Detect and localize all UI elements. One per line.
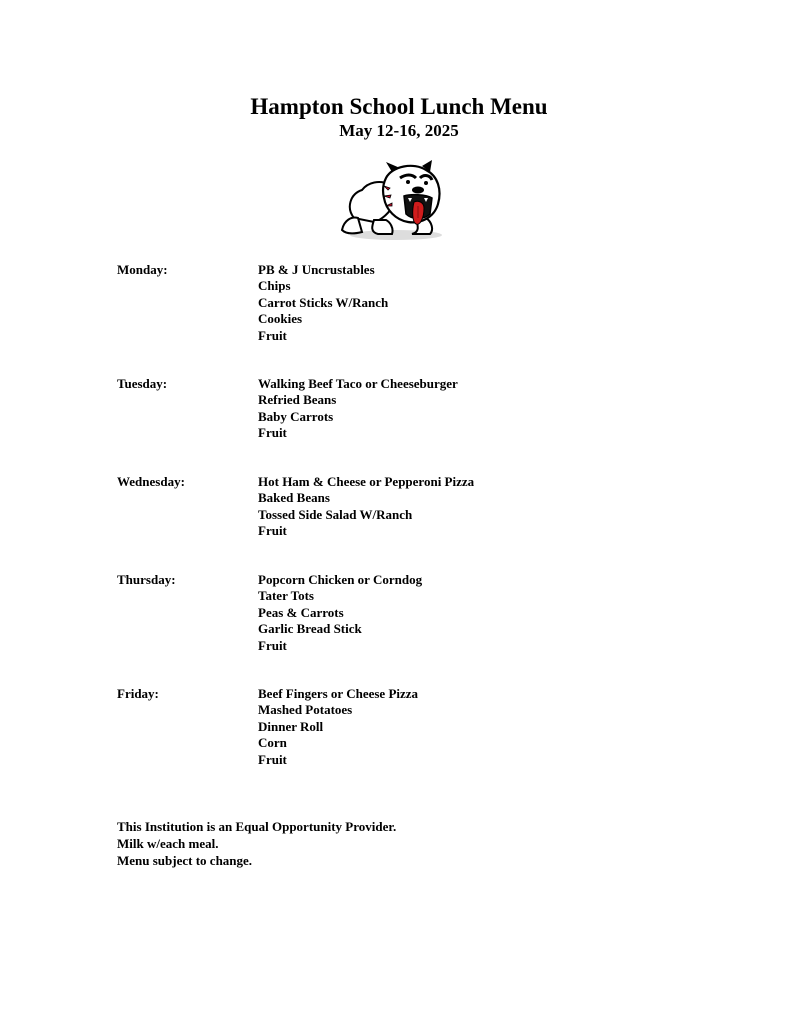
menu-item: Tater Tots: [258, 588, 314, 604]
change-notice: Menu subject to change.: [117, 853, 253, 868]
menu-date-range: May 12-16, 2025: [339, 121, 459, 140]
day-label: Monday:: [117, 262, 168, 277]
menu-items: [258, 686, 418, 768]
day-label: Friday:: [117, 686, 159, 701]
menu-item: Fruit: [258, 523, 287, 539]
menu-item: Cookies: [258, 311, 303, 327]
day-label: Tuesday:: [117, 376, 168, 391]
menu-items: [258, 262, 388, 344]
menu-item: Dinner Roll: [258, 718, 324, 734]
menu-title: Hampton School Lunch Menu: [250, 94, 548, 119]
menu-item: Baked Beans: [258, 490, 330, 506]
menu-item: Walking Beef Taco or Cheeseburger: [258, 376, 458, 391]
menu-item: Tossed Side Salad W/Ranch: [258, 506, 413, 522]
menu-items: [258, 376, 458, 442]
menu-items: [258, 572, 422, 654]
menu-item: Fruit: [258, 751, 287, 767]
day-label: Thursday:: [117, 572, 176, 587]
menu-item: Peas & Carrots: [258, 604, 344, 620]
menu-item: Refried Beans: [258, 392, 337, 408]
menu-item: Fruit: [258, 327, 287, 343]
menu-item: Baby Carrots: [258, 408, 334, 424]
menu-item: Hot Ham & Cheese or Pepperoni Pizza: [258, 474, 475, 489]
menu-item: Beef Fingers or Cheese Pizza: [258, 686, 419, 701]
menu-footer: [117, 818, 396, 869]
menu-item: PB & J Uncrustables: [258, 262, 375, 277]
bulldog-mascot-icon: [334, 160, 458, 242]
menu-item: Popcorn Chicken or Corndog: [258, 572, 423, 587]
menu-item: Fruit: [258, 425, 287, 441]
menu-item: Garlic Bread Stick: [258, 621, 362, 637]
day-label: Wednesday:: [117, 474, 185, 489]
menu-item: Chips: [258, 278, 291, 294]
menu-item: Fruit: [258, 637, 287, 653]
menu-item: Carrot Sticks W/Ranch: [258, 294, 389, 310]
milk-notice: Milk w/each meal.: [117, 836, 219, 851]
menu-item: Corn: [258, 735, 287, 751]
equal-opportunity-notice: This Institution is an Equal Opportunity Provider.: [117, 819, 397, 834]
menu-item: Mashed Potatoes: [258, 702, 353, 718]
menu-items: [258, 474, 474, 540]
